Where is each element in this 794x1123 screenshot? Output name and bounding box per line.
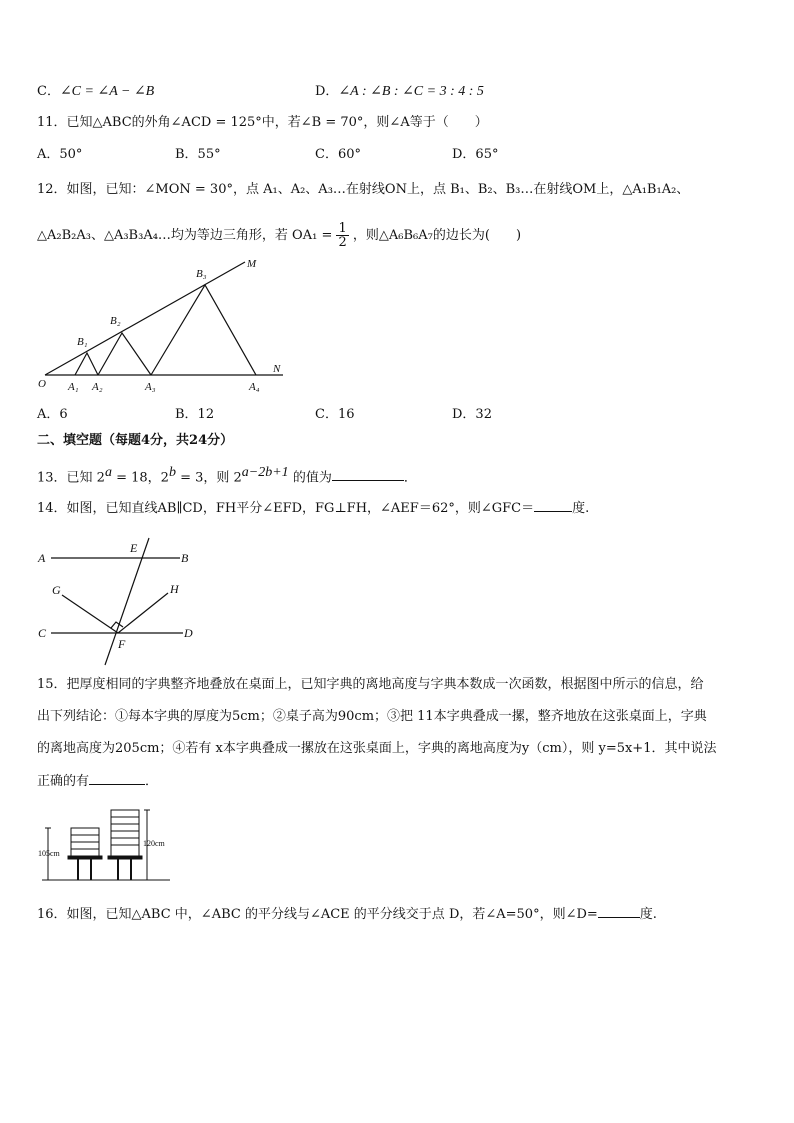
q11-option-d: D．65° [452,147,499,162]
transversal-ef [105,538,149,665]
q11-option-a: A．50° [37,147,83,162]
q11-option-b: B．55° [175,147,221,162]
ray-fh [118,593,168,633]
label-120cm: 120cm [143,839,165,848]
q12-option-a: A．6 [37,407,68,422]
label-b: B [181,551,189,565]
q15-line2: 出下列结论：①每本字典的厚度为5cm；②桌子高为90cm；③把 11本字典叠成一摞，整齐地放在这张桌面上，字典 [37,709,707,724]
section-fill-in-title: 二、填空题（每题4分，共24分） [37,433,234,448]
label-a4: A₄ [249,381,260,393]
q12-stem-line2: △A₂B₂A₃、△A₃B₃A₄…均为等边三角形，若 OA₁ = $\frac{1}{2}$ ，则△A₆B₆A₇的边长为( ) [37,221,522,250]
q13-stem: 13．已知 $2^a = 18$，$2^b = 3$，则 $2^{a-2b+1}$ 的值为 ． [37,465,417,486]
label-105cm: 105cm [38,849,60,858]
label-m: M [247,258,257,270]
q13-answer-blank[interactable] [332,468,404,481]
label-b3: B₃ [196,268,207,280]
q12-option-d: D．32 [452,407,492,422]
q12-option-b: B．12 [175,407,215,422]
q15-line1: 15．把厚度相同的字典整齐地叠放在桌面上，已知字典的离地高度与字典本数成一次函数，根据图中所示的信息，给 [37,677,704,692]
triangle-a3b3a4 [151,285,256,375]
q12-option-c: C．16 [315,407,355,422]
label-h: H [170,582,179,596]
label-g: G [52,583,61,597]
label-f: F [118,637,126,651]
q11-stem: 11．已知△ABC的外角∠ACD = 125°中，若∠B = 70°，则∠A等于（ ） [37,115,488,130]
q15-figure [38,806,178,886]
triangle-a2b2a3 [98,333,151,375]
label-a3: A₃ [145,381,156,393]
q10-option-d: D．∠A : ∠B : ∠C = 3 : 4 : 5 [315,84,484,99]
q15-line3: 的离地高度为205cm；④若有 x本字典叠成一摞放在这张桌面上，字典的离地高度为y（cm），则 y=5x+1．其中说法 [37,741,717,756]
label-b1: B₁ [77,336,88,348]
q14-stem: 14．如图，已知直线AB∥CD，FH平分∠EFD，FG⊥FH，∠AEF＝62°，则∠GFC＝ 度. [37,501,590,516]
label-a1: A₁ [68,381,79,393]
label-n: N [273,363,281,375]
q15-answer-blank[interactable] [89,772,145,785]
q12-figure [35,252,295,397]
label-a2: A₂ [92,381,103,393]
label-b2: B₂ [110,315,121,327]
q14-answer-blank[interactable] [534,499,572,512]
ray-om [45,262,245,375]
q16-stem: 16．如图，已知△ABC 中，∠ABC 的平分线与∠ACE 的平分线交于点 D，若∠A=50°，则∠D= 度. [37,907,657,922]
right-angle-mark [111,622,123,628]
q15-line4: 正确的有 ． [37,774,159,789]
label-e: E [130,541,138,555]
q10-option-c: C．∠C = ∠A − ∠B [37,84,155,99]
q12-stem-line1: 12．如图，已知：∠MON = 30°，点 A₁、A₂、A₃…在射线ON上，点 B₁、B₂、B₃…在射线OM上，△A₁B₁A₂、 [37,182,690,197]
q12-fraction: $\frac{1}{2}$ [338,221,347,250]
q16-answer-blank[interactable] [598,905,640,918]
q14-figure [35,535,200,670]
label-a: A [38,551,46,565]
label-o: O [38,378,46,390]
ray-fg [62,595,118,633]
label-c: C [38,626,47,640]
label-d: D [184,626,193,640]
q11-option-c: C．60° [315,147,361,162]
